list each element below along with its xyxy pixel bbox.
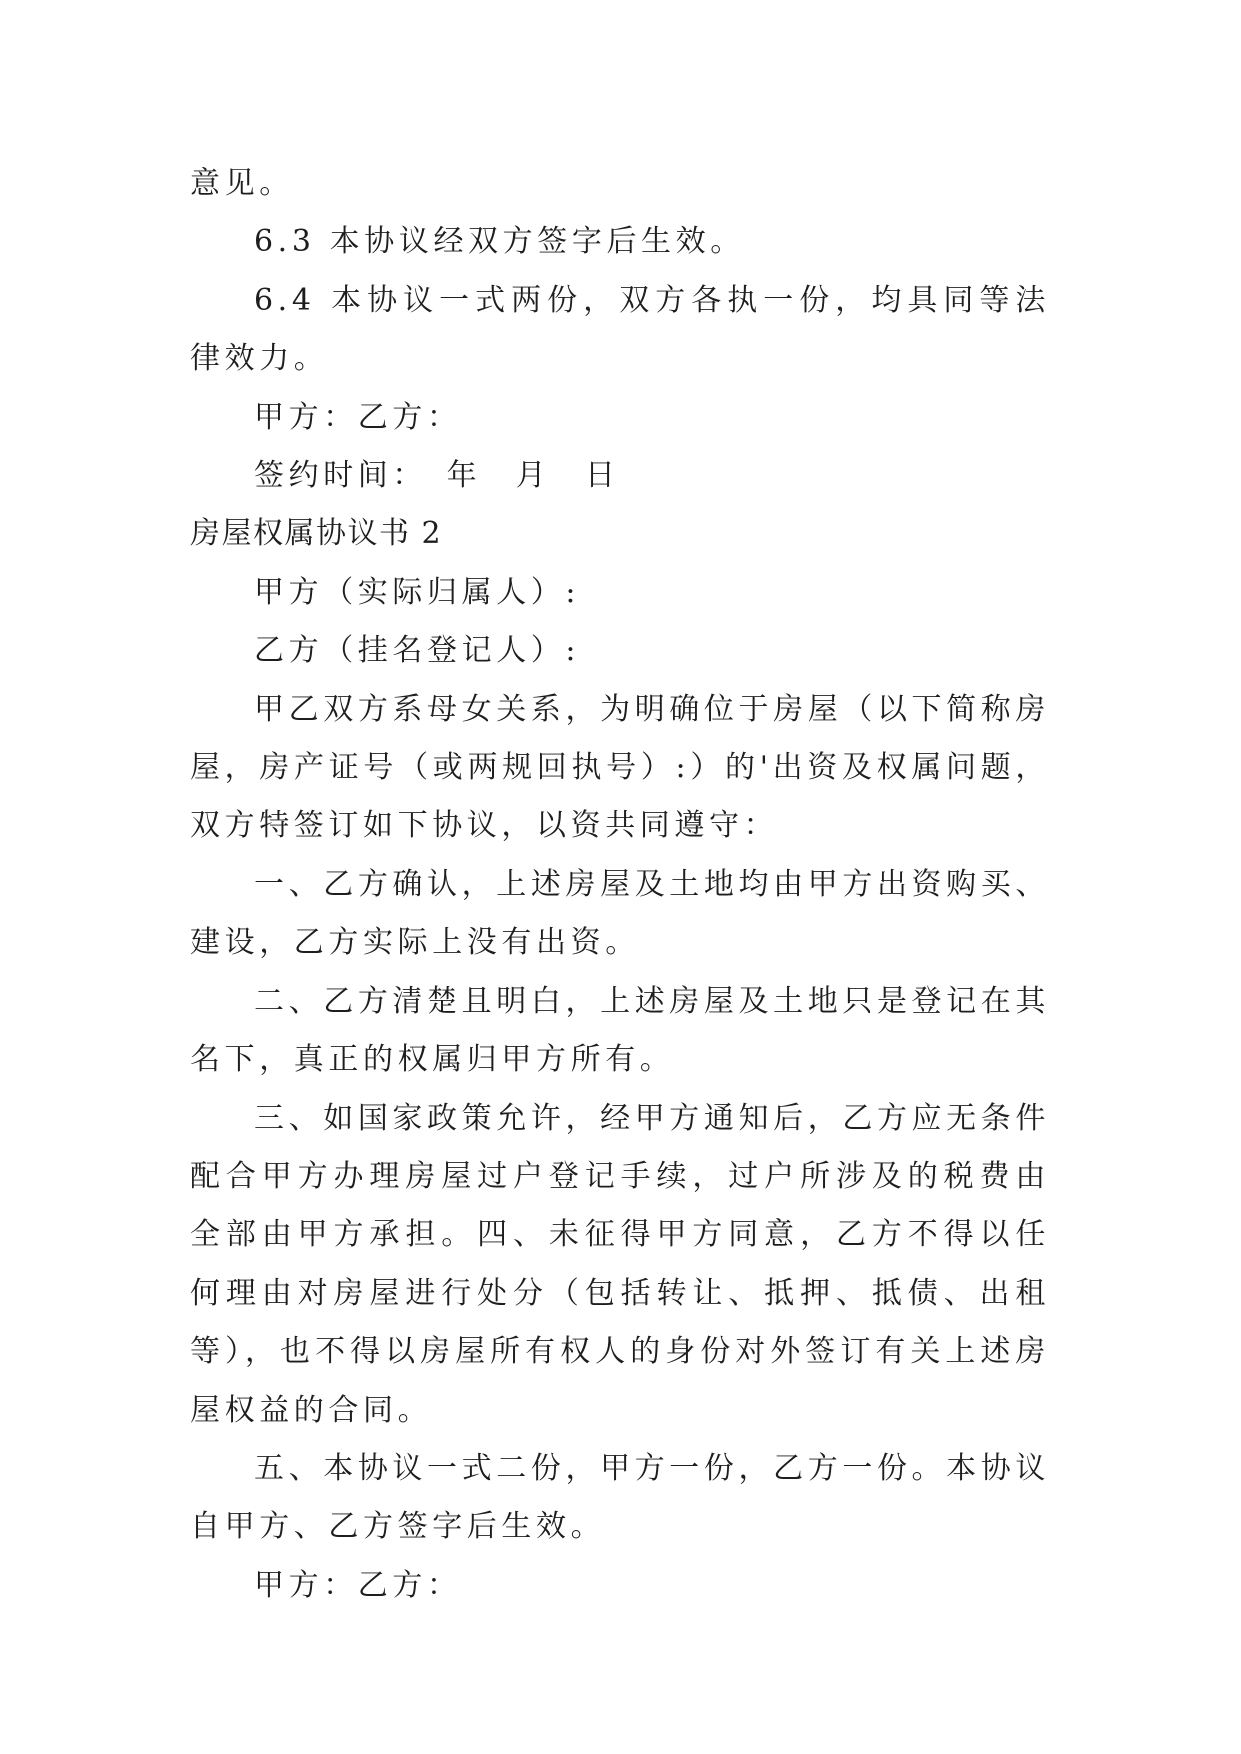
paragraph-clause-6-3: 6.3 本协议经双方签字后生效。 <box>254 224 745 260</box>
signature-line-parties: 甲方：乙方： <box>254 399 462 435</box>
party-b-line: 乙方（挂名登记人）: <box>254 633 581 669</box>
signature-line-parties-final: 甲方：乙方： <box>254 1567 462 1603</box>
paragraph-article-2: 二、乙方清楚且明白，上述房屋及土地只是登记在其名下，真正的权属归甲方所有。 <box>190 983 1050 1078</box>
document-body <box>190 155 1050 1615</box>
paragraph-article-5: 五、本协议一式二份，甲方一份，乙方一份。本协议自甲方、乙方签字后生效。 <box>190 1450 1050 1545</box>
party-a-line: 甲方（实际归属人）: <box>254 574 581 610</box>
paragraph-preamble: 甲乙双方系母女关系，为明确位于房屋（以下简称房屋，房产证号（或两规回执号）:）的'出资及权属问题，双方特签订如下协议，以资共同遵守： <box>190 691 1050 844</box>
paragraph-clause-6-4: 6.4 本协议一式两份，双方各执一份，均具同等法律效力。 <box>190 282 1050 377</box>
paragraph-opinion-end: 意见。 <box>190 166 294 201</box>
signature-date-line: 签约时间： 年 月 日 <box>254 458 620 494</box>
section-title: 房屋权属协议书 2 <box>190 516 443 552</box>
paragraph-article-3-4: 三、如国家政策允许，经甲方通知后，乙方应无条件配合甲方办理房屋过户登记手续，过户所涉及的税费由全部由甲方承担。四、未征得甲方同意，乙方不得以任何理由对房屋进行处分（包括转让、抵押、抵债、出租等），也不得以房屋所有权人的身份对外签订有关上述房屋权益的合同。 <box>190 1100 1050 1428</box>
paragraph-article-1: 一、乙方确认，上述房屋及土地均由甲方出资购买、建设，乙方实际上没有出资。 <box>190 866 1050 961</box>
